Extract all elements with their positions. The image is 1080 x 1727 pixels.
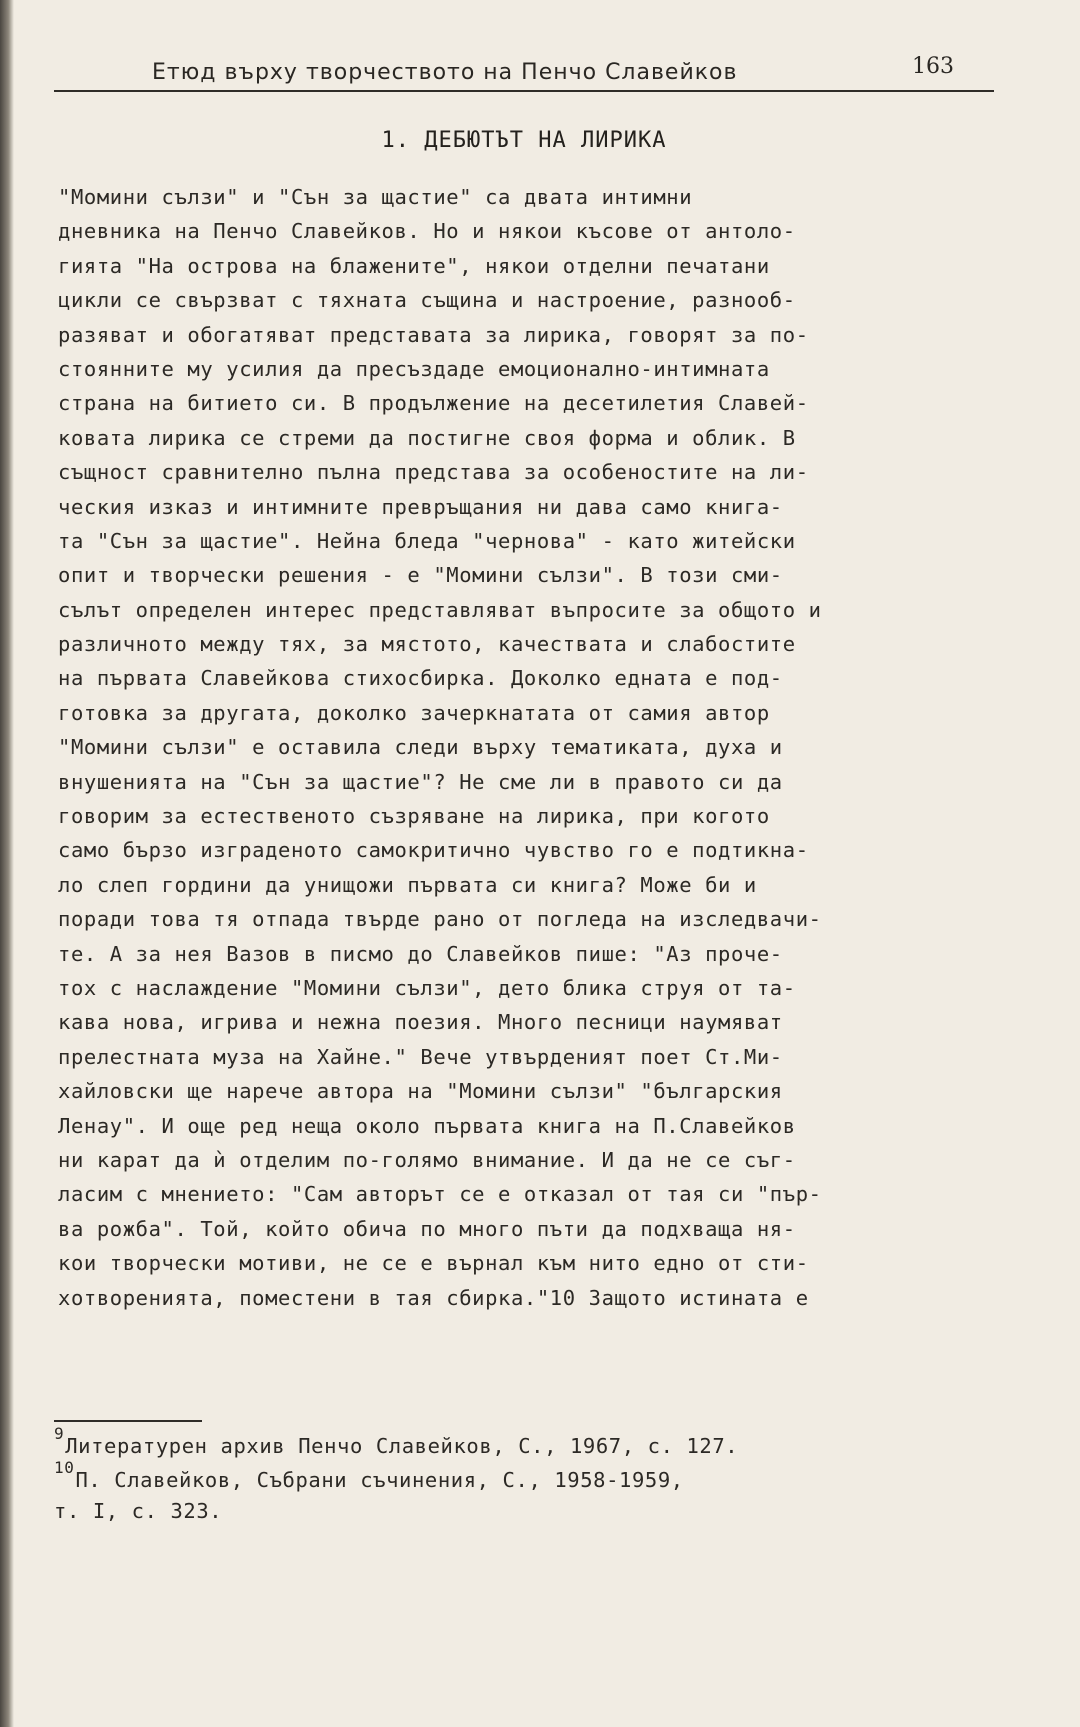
text-line: различното между тях, за мястото, качествата и слабостите [58, 632, 796, 657]
footnotes [54, 1426, 1014, 1528]
footnote [54, 1460, 1014, 1494]
text-line: те. А за нея Вазов в писмо до Славейков пише: "Аз проче- [58, 941, 783, 966]
text-line: Ленау". И още ред неща около първата книга на П.Славейков [58, 1113, 796, 1138]
text-line: гията "На острова на блажените", някои отделни печатани [58, 253, 770, 278]
text-line: готовка за другата, доколко зачеркнатата от самия автор [58, 700, 770, 725]
footnote-mark: 9 [54, 1424, 65, 1443]
text-line: разяват и обогатяват представата за лирика, говорят за по- [58, 322, 809, 347]
text-line: стоянните му усилия да пресъздаде емоционално-интимната [58, 356, 770, 381]
text-line: страна на битието си. В продължение на десетилетия Славей- [58, 391, 809, 416]
body-text [58, 180, 1018, 1315]
text-line: опит и творчески решения - е "Момини сълзи". В този сми- [58, 563, 783, 588]
text-line: ва рожба". Той, който обича по много пъти да подхваща ня- [58, 1216, 796, 1241]
text-line: кава нова, игрива и нежна поезия. Много песници наумяват [58, 1010, 783, 1035]
text-line: "Момини сълзи" е оставила следи върху тематиката, духа и [58, 735, 783, 760]
text-line: ковата лирика се стреми да постигне своя форма и облик. В [58, 425, 796, 450]
text-line: "Момини сълзи" и "Сън за щастие" са двата интимни [58, 185, 693, 209]
text-line: само бързо изграденото самокритично чувство го е подтикна- [58, 838, 809, 863]
footnote-text: П. Славейков, Събрани съчинения, С., 1958-1959, [75, 1468, 684, 1492]
footnote-mark: 10 [54, 1458, 75, 1477]
text-line: поради това тя отпада твърде рано от погледа на изследвачи- [58, 907, 822, 932]
text-line: цикли се свързват с тяхната същина и настроение, разнооб- [58, 288, 796, 313]
text-line: внушенията на "Сън за щастие"? Не сме ли в правото си да [58, 769, 783, 794]
section-heading: 1. ДЕБЮТЪТ НА ЛИРИКА [381, 128, 667, 153]
text-line: на първата Славейкова стихосбирка. Доколко едната е под- [58, 666, 783, 691]
running-title: Етюд върху творчеството на Пенчо Славейков [152, 60, 738, 85]
footnote-divider [54, 1420, 202, 1422]
text-line: ло слеп гордини да унищожи първата си книга? Може би и [58, 872, 757, 897]
text-line: тох с наслаждение "Момини сълзи", дето блика струя от та- [58, 975, 796, 1000]
text-line: прелестната муза на Хайне." Вече утвърденият поет Ст.Ми- [58, 1044, 783, 1069]
footnote-continuation [54, 1494, 1014, 1528]
footnote-text: Литературен архив Пенчо Славейков, С., 1967, с. 127. [65, 1434, 739, 1458]
text-line: същност сравнително пълна представа за особеностите на ли- [58, 460, 809, 485]
text-line: хотворенията, поместени в тая сбирка."10 Защото истината е [58, 1285, 809, 1310]
text-line: ласим с мнението: "Сам авторът се е отказал от тая си "пър- [58, 1182, 822, 1207]
text-line: сълът определен интерес представляват въпросите за общото и [58, 597, 822, 622]
text-line: дневника на Пенчо Славейков. Но и някои късове от антоло- [58, 219, 796, 244]
footnote-continuation-text: т. I, с. 323. [54, 1499, 223, 1523]
footnote [54, 1426, 1014, 1460]
text-line: та "Сън за щастие". Нейна бледа "чернова" - като житейски [58, 528, 796, 553]
text-line: ческия изказ и интимните превръщания ни дава само книга- [58, 494, 783, 519]
text-line: говорим за естественото съзряване на лирика, при когото [58, 804, 770, 829]
running-header [54, 54, 994, 92]
text-line: кои творчески мотиви, не се е върнал към нито едно от сти- [58, 1251, 809, 1276]
text-line: хайловски ще нарече автора на "Момини сълзи" "българския [58, 1079, 783, 1104]
page-number: 163 [912, 54, 954, 79]
text-line: ни карат да ѝ отделим по-голямо внимание. И да не се съг- [58, 1147, 796, 1172]
